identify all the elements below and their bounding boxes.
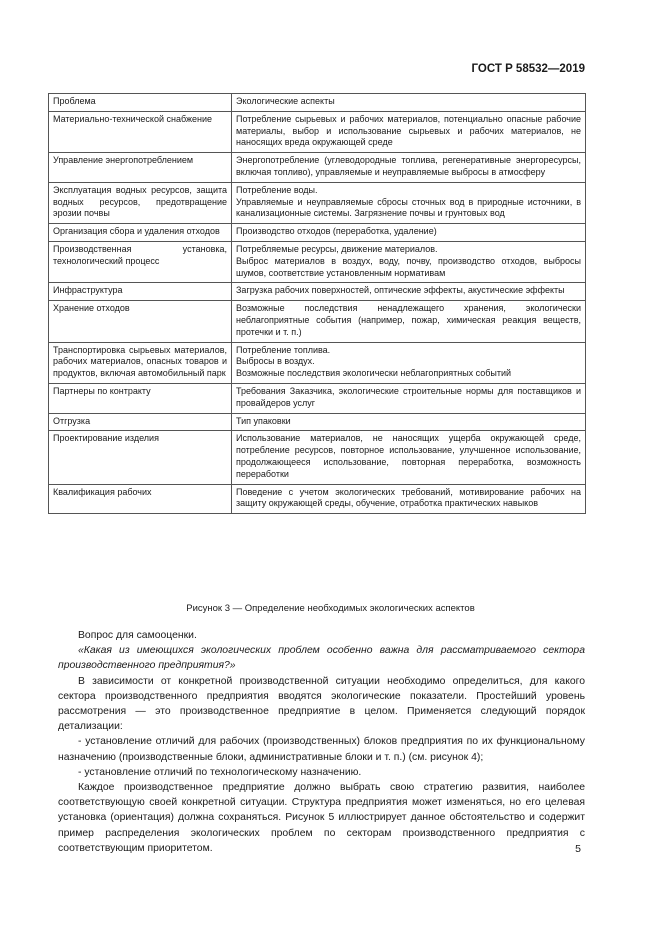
problem-cell: Проблема — [49, 94, 232, 112]
problem-cell: Отгрузка — [49, 413, 232, 431]
paragraph-question-intro: Вопрос для самооценки. — [78, 630, 197, 641]
aspects-cell: Загрузка рабочих поверхностей, оптические эффекты, акустические эффекты — [232, 283, 586, 301]
table-row — [49, 241, 586, 282]
problem-cell: Хранение отходов — [49, 301, 232, 342]
paragraph-sector: В зависимости от конкретной производственной ситуации необходимо определиться, для какого сектора производственного предприятия вводятся экологические показатели. Простейший уровень рассмотрения — это производственное предприятие в целом. Применяется следующий порядок детализации: — [58, 675, 585, 733]
problem-cell: Производственная установка, технологический процесс — [49, 241, 232, 282]
table-row — [49, 94, 586, 112]
table-row — [49, 224, 586, 242]
paragraph-question: «Какая из имеющихся экологических проблем особенно важна для рассматриваемого сектора производственного предприятия?» — [58, 645, 585, 672]
table-row — [49, 431, 586, 484]
problem-cell: Проектирование изделия — [49, 431, 232, 484]
table-row — [49, 342, 586, 383]
page-number: 5 — [575, 843, 581, 855]
list-item-technological: - установление отличий по технологическому назначению. — [78, 766, 362, 778]
aspects-cell: Энергопотребление (углеводородные топлива, регенеративные энергоресурсы, включая топливо), управляемые и неуправляемые выбросы в атмосферу — [232, 153, 586, 183]
paragraph-strategy: Каждое производственное предприятие должно выбрать свою стратегию развития, наиболее соответствующую своей конкретной ситуации. Структура предприятия может изменяться, но его целевая установка (ориентация) должна сохраняться. Рисунок 5 иллюстрирует данное обстоятельство и содержит пример распределения экологических проблем по секторам производственного предприятия с соответствующим приоритетом. — [58, 782, 585, 854]
table-row — [49, 111, 586, 152]
aspects-cell: Использование материалов, не наносящих ущерба окружающей среде, потребление ресурсов, повторное использование, улучшенное использование, продолжающееся использование, повторная переработка, возможность переработки — [232, 431, 586, 484]
problem-cell: Управление энергопотреблением — [49, 153, 232, 183]
problem-cell: Квалификация рабочих — [49, 484, 232, 514]
aspects-cell: Производство отходов (переработка, удаление) — [232, 224, 586, 242]
figure-caption: Рисунок 3 — Определение необходимых экологических аспектов — [186, 603, 475, 614]
table-row — [49, 182, 586, 223]
problem-cell: Организация сбора и удаления отходов — [49, 224, 232, 242]
table-row — [49, 484, 586, 514]
aspects-cell: Тип упаковки — [232, 413, 586, 431]
aspects-cell: Потребляемые ресурсы, движение материалов. Выброс материалов в воздух, воду, почву, производство отходов, выбросы шумов, соответствие установленным нормативам — [232, 241, 586, 282]
table-row — [49, 153, 586, 183]
problem-cell: Инфраструктура — [49, 283, 232, 301]
aspects-cell: Поведение с учетом экологических требований, мотивирование рабочих на защиту окружающей среды, обучение, отработка практических навыков — [232, 484, 586, 514]
table-row — [49, 413, 586, 431]
aspects-cell: Экологические аспекты — [232, 94, 586, 112]
aspects-cell: Потребление топлива. Выбросы в воздух. Возможные последствия экологически неблагоприятных событий — [232, 342, 586, 383]
aspects-cell: Возможные последствия ненадлежащего хранения, экологически неблагоприятные события (например, пожар, химическая реакция веществ, протечки и т. п.) — [232, 301, 586, 342]
table-row — [49, 383, 586, 413]
problem-cell: Материально-технической снабжение — [49, 111, 232, 152]
aspects-cell: Потребление сырьевых и рабочих материалов, потенциально опасные рабочие материалы, выбор и использование сырьевых и рабочих материалов, не наносящих вреда окружающей среде — [232, 111, 586, 152]
body-text — [58, 628, 585, 856]
aspects-cell: Требования Заказчика, экологические строительные нормы для поставщиков и провайдеров услуг — [232, 383, 586, 413]
aspects-cell: Потребление воды. Управляемые и неуправляемые сбросы сточных вод в природные источники, в канализационные системы. Загрязнение почвы и грунтовых вод — [232, 182, 586, 223]
aspects-table — [48, 93, 586, 514]
aspects-table-body — [49, 94, 586, 514]
list-item-functional: - установление отличий для рабочих (производственных) блоков предприятия по их функциональному назначению (производственные блоки, административные блоки и т. п.) (см. рисунок 4); — [58, 736, 585, 763]
problem-cell: Эксплуатация водных ресурсов, защита водных ресурсов, предотвращение эрозии почвы — [49, 182, 232, 223]
problem-cell: Партнеры по контракту — [49, 383, 232, 413]
table-row — [49, 283, 586, 301]
document-header: ГОСТ Р 58532—2019 — [471, 63, 585, 75]
problem-cell: Транспортировка сырьевых материалов, рабочих материалов, опасных товаров и продуктов, включая автомобильный парк — [49, 342, 232, 383]
table-row — [49, 301, 586, 342]
